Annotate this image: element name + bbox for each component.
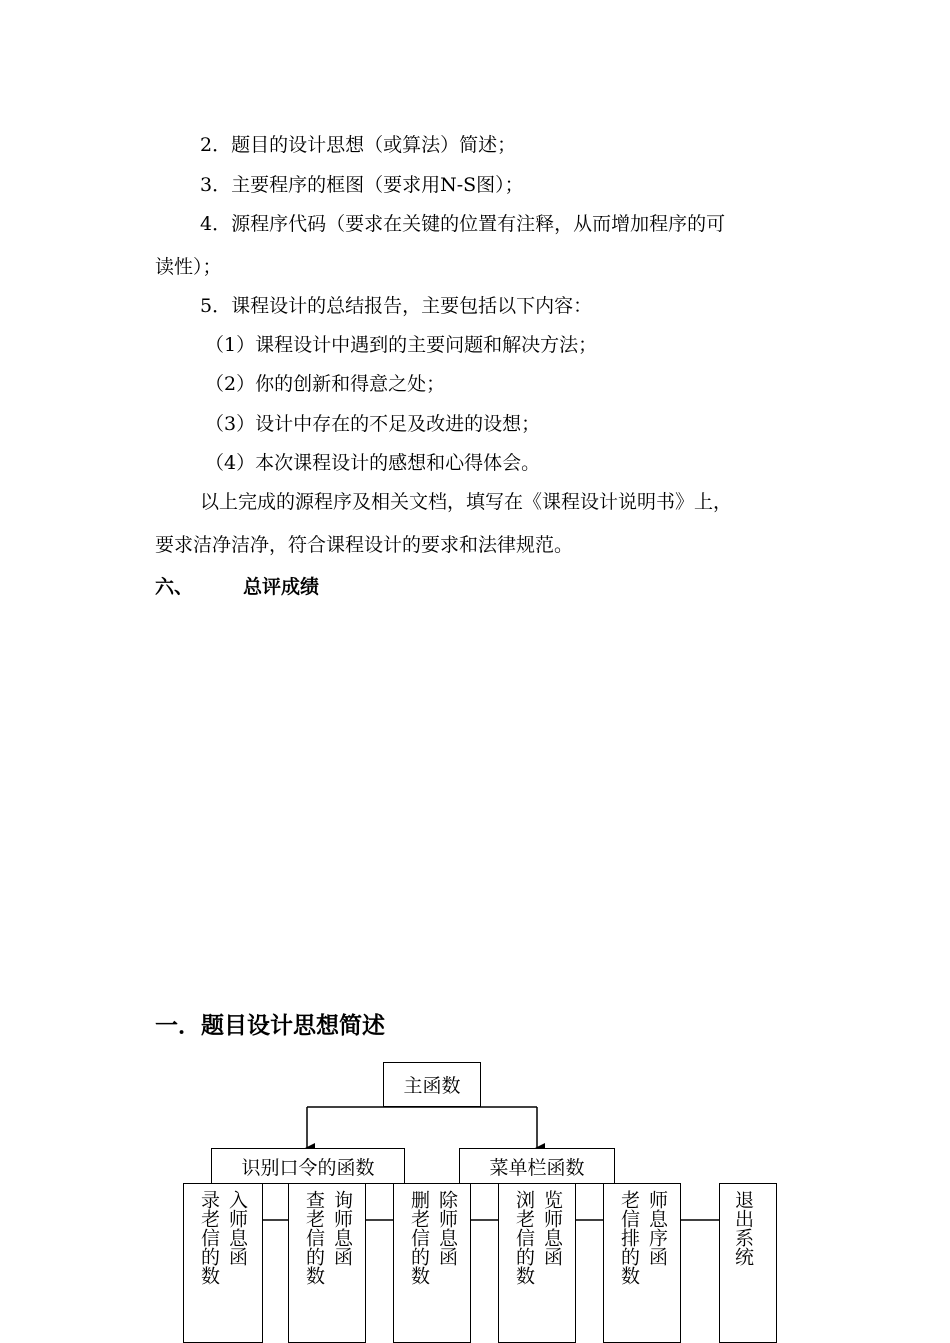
func-label-col1: 浏老信的数 <box>513 1190 535 1285</box>
section-title: 总评成绩 <box>243 576 320 598</box>
text-line: 要求洁净洁净，符合课程设计的要求和法律规范。 <box>155 534 574 556</box>
func-label-col1: 查老信的数 <box>303 1190 325 1285</box>
main-function-label: 主函数 <box>403 1075 461 1097</box>
text-line: 4．源程序代码（要求在关键的位置有注释，从而增加程序的可 <box>200 213 726 235</box>
func-box-browse <box>498 1183 576 1343</box>
func-label-col1: 录老信的数 <box>198 1190 220 1285</box>
text-line: （1）课程设计中遇到的主要问题和解决方法； <box>205 334 598 356</box>
func-box-exit <box>719 1183 777 1343</box>
func-box-sort <box>603 1183 681 1343</box>
func-label-col2: 询师息函 <box>331 1190 353 1266</box>
text-line: （3）设计中存在的不足及改进的设想； <box>205 413 541 435</box>
func-label-col2: 师息序函 <box>646 1190 668 1266</box>
text-line: 3．主要程序的框图（要求用N-S图）； <box>200 174 524 196</box>
func-label-col2: 除师息函 <box>436 1190 458 1266</box>
menu-function-label: 菜单栏函数 <box>489 1156 585 1179</box>
text-line: 以上完成的源程序及相关文档，填写在《课程设计说明书》上， <box>200 491 733 513</box>
text-line: （4）本次课程设计的感想和心得体会。 <box>205 452 541 474</box>
section-number: 六、 <box>155 576 194 598</box>
func-box-delete <box>393 1183 471 1343</box>
menu-function-box <box>459 1148 615 1184</box>
text-line: 2．题目的设计思想（或算法）简述； <box>200 134 517 156</box>
password-function-label: 识别口令的函数 <box>241 1156 375 1179</box>
func-box-query <box>288 1183 366 1343</box>
func-label-col1: 老信排的数 <box>618 1190 640 1285</box>
func-box-input <box>183 1183 263 1343</box>
func-label-col1: 删老信的数 <box>408 1190 430 1285</box>
text-line: （2）你的创新和得意之处； <box>205 373 446 395</box>
chapter-heading: 一．题目设计思想简述 <box>155 1013 385 1039</box>
password-function-box <box>211 1148 405 1184</box>
func-label-col2: 览师息函 <box>541 1190 563 1266</box>
text-line: 读性）； <box>155 256 222 278</box>
exit-label: 退出系统 <box>732 1190 754 1266</box>
text-line: 5．课程设计的总结报告，主要包括以下内容： <box>200 295 593 317</box>
main-function-box <box>383 1062 481 1107</box>
func-label-col2: 入师息函 <box>226 1190 248 1266</box>
